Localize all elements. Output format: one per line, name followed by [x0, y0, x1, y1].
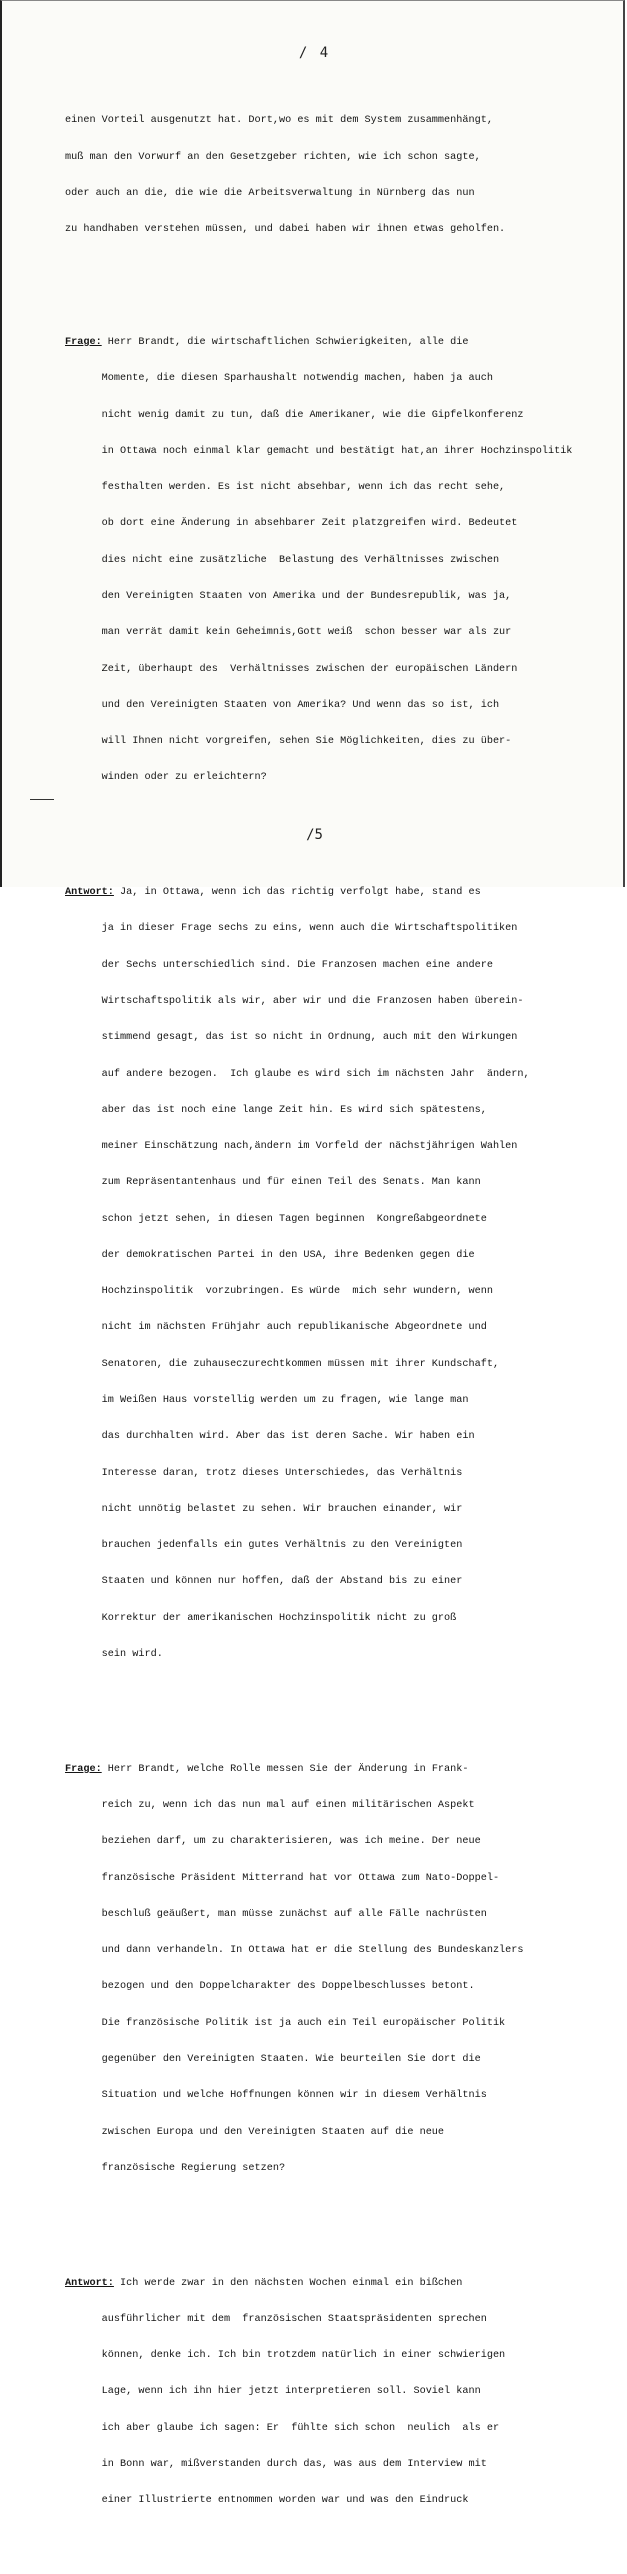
- text-line: muß man den Vorwurf an den Gesetzgeber richten, wie ich schon sagte,: [65, 151, 481, 163]
- text-line: sein wird.: [65, 1649, 163, 1660]
- text-line: in Bonn war, mißverstanden durch das, was aus dem Interview mit: [65, 2459, 487, 2470]
- text-line: will Ihnen nicht vorgreifen, sehen Sie Möglichkeiten, dies zu über-: [65, 736, 512, 748]
- text-line: Momente, die diesen Sparhaushalt notwendig machen, haben ja auch: [65, 373, 493, 385]
- text-line: Ich werde zwar in den nächsten Wochen einmal ein bißchen: [113, 2277, 463, 2289]
- paragraph-first-line: [65, 337, 605, 349]
- text-line: zwischen Europa und den Vereinigten Staaten auf die neue: [65, 2126, 445, 2138]
- speaker-label: Frage:: [65, 1763, 102, 1775]
- text-line: ich aber glaube ich sagen: Er fühlte sich schon neulich als er: [65, 2422, 500, 2434]
- text-line: man verrät damit kein Geheimnis,Gott weiß schon besser war als zur: [65, 627, 512, 639]
- text-line: Zeit, überhaupt des Verhältnisses zwischen der europäischen Ländern: [65, 663, 518, 675]
- text-line: nicht wenig damit zu tun, daß die Amerikaner, wie die Gipfelkonferenz: [65, 409, 524, 421]
- text-line: nicht im nächsten Frühjahr auch republikanische Abgeordnete und: [65, 1322, 487, 1334]
- text-line: meiner Einschätzung nach,ändern im Vorfeld der nächstjährigen Wahlen: [65, 1141, 518, 1153]
- question-paragraph: [65, 313, 605, 809]
- answer-paragraph: [65, 2253, 605, 2531]
- text-line: französische Regierung setzen?: [65, 2162, 286, 2174]
- text-line: beziehen darf, um zu charakterisieren, was ich meine. Der neue: [65, 1836, 481, 1848]
- text-line: gegenüber den Vereinigten Staaten. Wie beurteilen Sie dort die: [65, 2054, 481, 2065]
- text-line: und den Vereinigten Staaten von Amerika? Und wenn das so ist, ich: [65, 699, 500, 711]
- text-line: Wirtschaftspolitik als wir, aber wir und die Franzosen haben überein-: [65, 995, 524, 1007]
- text-line: oder auch an die, die wie die Arbeitsverwaltung in Nürnberg das nun: [65, 187, 475, 199]
- text-line: ja in dieser Frage sechs zu eins, wenn auch die Wirtschaftspolitiken: [65, 923, 518, 935]
- interview-transcript: [65, 67, 605, 2574]
- text-line: einer Illustrierte entnommen worden war und was den Eindruck: [65, 2495, 469, 2507]
- paragraph-first-line: [65, 1764, 605, 1776]
- text-line: Korrektur der amerikanischen Hochzinspolitik nicht zu groß: [65, 1612, 457, 1624]
- text-line: Staaten und können nur hoffen, daß der Abstand bis zu einer: [65, 1576, 463, 1588]
- paragraph-first-line: [65, 887, 605, 899]
- text-line: schon jetzt sehen, in diesen Tagen beginnen Kongreßabgeordnete: [65, 1213, 487, 1225]
- text-line: Ja, in Ottawa, wenn ich das richtig verfolgt habe, stand es: [113, 887, 481, 899]
- text-line: in Ottawa noch einmal klar gemacht und bestätigt hat,an ihrer Hochzinspolitik: [65, 445, 573, 457]
- speaker-label: Antwort:: [65, 887, 114, 899]
- text-line: zu handhaben verstehen müssen, und dabei haben wir ihnen etwas geholfen.: [65, 224, 506, 236]
- text-line: beschluß geäußert, man müsse zunächst auf alle Fälle nachrüsten: [65, 1908, 487, 1920]
- text-line: ob dort eine Änderung in absehbarer Zeit platzgreifen wird. Bedeutet: [65, 518, 518, 530]
- text-line: bezogen und den Doppelcharakter des Doppelbeschlusses betont.: [65, 1981, 475, 1993]
- paragraph-first-line: [65, 2278, 605, 2290]
- speaker-label: Frage:: [65, 336, 102, 348]
- text-line: der demokratischen Partei in den USA, ihre Bedenken gegen die: [65, 1249, 475, 1261]
- text-line: auf andere bezogen. Ich glaube es wird sich im nächsten Jahr ändern,: [65, 1068, 530, 1080]
- text-line: Interesse daran, trotz dieses Unterschiedes, das Verhältnis: [65, 1467, 463, 1479]
- text-line: können, denke ich. Ich bin trotzdem natürlich in einer schwierigen: [65, 2350, 506, 2362]
- text-line: brauchen jedenfalls ein gutes Verhältnis zu den Vereinigten: [65, 1540, 463, 1552]
- page-number-bottom: /5: [306, 827, 323, 843]
- text-line: Die französische Politik ist ja auch ein Teil europäischer Politik: [65, 2017, 506, 2029]
- text-line: den Vereinigten Staaten von Amerika und der Bundesrepublik, was ja,: [65, 590, 512, 602]
- text-line: nicht unnötig belastet zu sehen. Wir brauchen einander, wir: [65, 1503, 463, 1515]
- text-line: Herr Brandt, die wirtschaftlichen Schwierigkeiten, alle die: [101, 336, 469, 348]
- text-line: der Sechs unterschiedlich sind. Die Franzosen machen eine andere: [65, 959, 493, 971]
- page-number-top: / 4: [298, 45, 331, 61]
- text-line: ausführlicher mit dem französischen Staatspräsidenten sprechen: [65, 2313, 487, 2325]
- text-line: einen Vorteil ausgenutzt hat. Dort,wo es mit dem System zusammenhängt,: [65, 115, 493, 127]
- text-line: zum Repräsentantenhaus und für einen Teil des Senats. Man kann: [65, 1177, 481, 1189]
- text-line: Lage, wenn ich ihn hier jetzt interpretieren soll. Soviel kann: [65, 2386, 481, 2398]
- text-line: französische Präsident Mitterrand hat vor Ottawa zum Nato-Doppel-: [65, 1872, 500, 1884]
- text-line: winden oder zu erleichtern?: [65, 772, 267, 784]
- intro-paragraph: [65, 91, 605, 260]
- text-line: das durchhalten wird. Aber das ist deren Sache. Wir haben ein: [65, 1431, 475, 1443]
- text-line: Situation und welche Hoffnungen können wir in diesem Verhältnis: [65, 2090, 487, 2102]
- text-line: aber das ist noch eine lange Zeit hin. Es wird sich spätestens,: [65, 1104, 487, 1116]
- text-line: und dann verhandeln. In Ottawa hat er die Stellung des Bundeskanzlers: [65, 1945, 524, 1957]
- text-line: festhalten werden. Es ist nicht absehbar, wenn ich das recht sehe,: [65, 482, 506, 494]
- text-line: Hochzinspolitik vorzubringen. Es würde mich sehr wundern, wenn: [65, 1286, 493, 1298]
- answer-paragraph: [65, 863, 605, 1685]
- question-paragraph: [65, 1740, 605, 2200]
- text-line: stimmend gesagt, das ist so nicht in Ordnung, auch mit den Wirkungen: [65, 1032, 518, 1044]
- speaker-label: Antwort:: [65, 2277, 114, 2289]
- text-line: Senatoren, die zuhauseczurechtkommen müssen mit ihrer Kundschaft,: [65, 1358, 500, 1370]
- text-line: Herr Brandt, welche Rolle messen Sie der Änderung in Frank-: [101, 1763, 469, 1775]
- text-line: im Weißen Haus vorstellig werden um zu fragen, wie lange man: [65, 1395, 469, 1407]
- margin-mark: [30, 799, 54, 800]
- text-line: dies nicht eine zusätzliche Belastung des Verhältnisses zwischen: [65, 554, 500, 566]
- text-line: reich zu, wenn ich das nun mal auf einen militärischen Aspekt: [65, 1800, 475, 1812]
